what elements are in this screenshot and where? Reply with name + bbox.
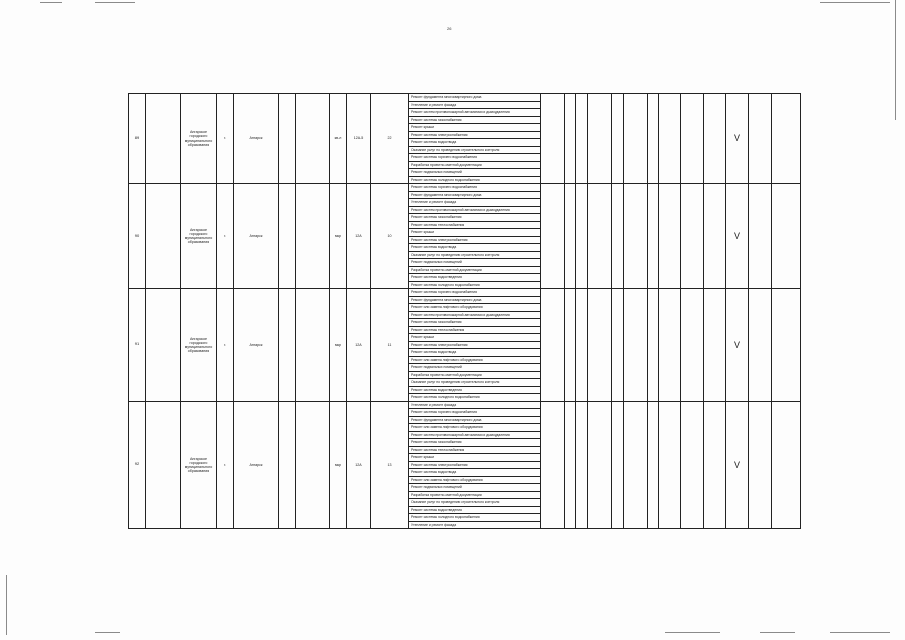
record-empty-cell bbox=[576, 401, 588, 529]
work-item: Ремонт или замена лифтового оборудования bbox=[409, 424, 541, 432]
record-municipality: Ангарское городского муниципального образования bbox=[181, 401, 217, 529]
work-item: Ремонт или замена лифтового оборудования bbox=[409, 356, 541, 364]
record-empty-cell bbox=[279, 184, 296, 289]
record-empty-cell bbox=[704, 94, 726, 184]
record-empty-cell bbox=[612, 401, 624, 529]
work-item: Ремонт системы водоотведения bbox=[409, 506, 541, 514]
record-empty-cell bbox=[541, 184, 565, 289]
record-street-type: мкр bbox=[330, 184, 347, 289]
record-empty-cell bbox=[146, 289, 181, 402]
work-item: Разработка проектно-сметной документации bbox=[409, 371, 541, 379]
record-mark: V bbox=[726, 184, 749, 289]
work-item: Ремонт системы холодного водоснабжения bbox=[409, 394, 541, 402]
work-item: Ремонт систем противопожарной автоматики и дымоудаления bbox=[409, 109, 541, 117]
scan-edge-mark bbox=[95, 632, 120, 633]
record-empty-cell bbox=[146, 184, 181, 289]
record-empty-cell bbox=[279, 94, 296, 184]
work-item: Ремонт системы газоснабжения bbox=[409, 116, 541, 124]
work-item: Разработка проектно-сметной документации bbox=[409, 161, 541, 169]
work-item: Ремонт фундамента многоквартирного дома bbox=[409, 296, 541, 304]
scan-edge-mark bbox=[820, 2, 890, 3]
record-empty-cell bbox=[565, 184, 576, 289]
work-item: Ремонт системы водоотведения bbox=[409, 274, 541, 282]
work-item: Ремонт подвальных помещений bbox=[409, 484, 541, 492]
scan-edge-mark bbox=[665, 632, 720, 633]
record-empty-cell bbox=[749, 184, 772, 289]
work-item: Ремонт фундамента многоквартирного дома bbox=[409, 191, 541, 199]
record-empty-cell bbox=[772, 289, 801, 402]
work-item: Ремонт системы водоотведения bbox=[409, 386, 541, 394]
record-empty-cell bbox=[612, 289, 624, 402]
record-empty-cell bbox=[565, 401, 576, 529]
work-item: Ремонт системы холодного водоснабжения bbox=[409, 176, 541, 184]
record-number: 92 bbox=[129, 401, 146, 529]
record-empty-cell bbox=[624, 184, 648, 289]
record-empty-cell bbox=[772, 184, 801, 289]
record-house-number: 22 bbox=[371, 94, 409, 184]
work-item: Ремонт системы газоснабжения bbox=[409, 214, 541, 222]
work-item: Ремонт системы электроснабжения bbox=[409, 236, 541, 244]
work-item: Ремонт системы горячего водоснабжения bbox=[409, 289, 541, 297]
record-house-code: 12А bbox=[347, 289, 371, 402]
record-empty-cell bbox=[296, 401, 330, 529]
record-empty-cell bbox=[565, 289, 576, 402]
work-item: Ремонт системы водоотвода bbox=[409, 349, 541, 357]
work-item: Утепление и ремонт фасада bbox=[409, 199, 541, 207]
scan-edge-mark bbox=[760, 632, 795, 633]
work-item: Ремонт систем противопожарной автоматики и дымоудаления bbox=[409, 311, 541, 319]
work-item: Ремонт подвальных помещений bbox=[409, 169, 541, 177]
record-empty-cell bbox=[749, 289, 772, 402]
work-item: Ремонт системы холодного водоснабжения bbox=[409, 514, 541, 522]
work-item: Ремонт подвальных помещений bbox=[409, 364, 541, 372]
work-item: Разработка проектно-сметной документации bbox=[409, 266, 541, 274]
record-empty-cell bbox=[749, 401, 772, 529]
table-row bbox=[129, 184, 801, 192]
record-empty-cell bbox=[588, 184, 612, 289]
table-row bbox=[129, 289, 801, 297]
work-item: Ремонт системы теплоснабжения bbox=[409, 446, 541, 454]
record-empty-cell bbox=[659, 184, 681, 289]
work-item: Ремонт крыши bbox=[409, 124, 541, 132]
scan-edge-mark bbox=[6, 575, 7, 635]
record-empty-cell bbox=[681, 94, 704, 184]
record-empty-cell bbox=[681, 401, 704, 529]
record-empty-cell bbox=[146, 401, 181, 529]
record-house-code: 12А-5 bbox=[347, 94, 371, 184]
record-street-type: мкр bbox=[330, 401, 347, 529]
work-item: Утепление и ремонт фасада bbox=[409, 401, 541, 409]
work-item: Утепление и ремонт фасада bbox=[409, 101, 541, 109]
record-municipality: Ангарское городского муниципального образования bbox=[181, 94, 217, 184]
record-house-code: 12А bbox=[347, 184, 371, 289]
record-house-code: 12А bbox=[347, 401, 371, 529]
record-empty-cell bbox=[648, 289, 659, 402]
work-item: Ремонт системы электроснабжения bbox=[409, 131, 541, 139]
record-street-type: мкр bbox=[330, 289, 347, 402]
record-empty-cell bbox=[541, 401, 565, 529]
record-empty-cell bbox=[648, 94, 659, 184]
work-item: Ремонт системы газоснабжения bbox=[409, 319, 541, 327]
work-item: Ремонт системы горячего водоснабжения bbox=[409, 184, 541, 192]
work-item: Ремонт фундамента многоквартирного дома bbox=[409, 94, 541, 102]
record-empty-cell bbox=[681, 184, 704, 289]
record-empty-cell bbox=[659, 289, 681, 402]
record-empty-cell bbox=[576, 184, 588, 289]
record-settlement-type: г. bbox=[217, 289, 234, 402]
record-municipality: Ангарское городского муниципального образования bbox=[181, 289, 217, 402]
capital-repair-table bbox=[128, 93, 801, 529]
work-item: Ремонт системы горячего водоснабжения bbox=[409, 409, 541, 417]
record-empty-cell bbox=[749, 94, 772, 184]
record-empty-cell bbox=[624, 401, 648, 529]
record-empty-cell bbox=[612, 184, 624, 289]
work-item: Ремонт фундамента многоквартирного дома bbox=[409, 416, 541, 424]
record-empty-cell bbox=[704, 184, 726, 289]
record-street-type: кв-л bbox=[330, 94, 347, 184]
work-item: Ремонт крыши bbox=[409, 334, 541, 342]
work-item: Ремонт крыши bbox=[409, 229, 541, 237]
record-empty-cell bbox=[704, 401, 726, 529]
work-item: Ремонт систем противопожарной автоматики и дымоудаления bbox=[409, 206, 541, 214]
record-empty-cell bbox=[565, 94, 576, 184]
work-item: Ремонт или замена лифтового оборудования bbox=[409, 476, 541, 484]
record-empty-cell bbox=[279, 289, 296, 402]
record-empty-cell bbox=[648, 184, 659, 289]
work-item: Утепление и ремонт фасада bbox=[409, 521, 541, 529]
record-empty-cell bbox=[772, 401, 801, 529]
work-item: Ремонт или замена лифтового оборудования bbox=[409, 304, 541, 312]
work-item: Оказание услуг по проведению строительного контроля bbox=[409, 251, 541, 259]
record-settlement-name: Ангарск bbox=[234, 289, 279, 402]
work-item: Ремонт системы горячего водоснабжения bbox=[409, 154, 541, 162]
record-settlement-type: г. bbox=[217, 94, 234, 184]
record-mark: V bbox=[726, 289, 749, 402]
record-settlement-type: г. bbox=[217, 184, 234, 289]
work-item: Ремонт системы водоотвода bbox=[409, 244, 541, 252]
work-item: Ремонт системы газоснабжения bbox=[409, 439, 541, 447]
record-empty-cell bbox=[648, 401, 659, 529]
record-number: 91 bbox=[129, 289, 146, 402]
work-item: Ремонт системы теплоснабжения bbox=[409, 326, 541, 334]
record-empty-cell bbox=[772, 94, 801, 184]
record-municipality: Ангарское городского муниципального образования bbox=[181, 184, 217, 289]
scan-edge-mark bbox=[895, 0, 896, 120]
work-item: Ремонт системы теплоснабжения bbox=[409, 221, 541, 229]
record-house-number: 13 bbox=[371, 401, 409, 529]
record-empty-cell bbox=[279, 401, 296, 529]
record-mark: V bbox=[726, 401, 749, 529]
page-number: 26 bbox=[447, 26, 452, 31]
record-settlement-name: Ангарск bbox=[234, 184, 279, 289]
record-empty-cell bbox=[588, 94, 612, 184]
record-settlement-type: г. bbox=[217, 401, 234, 529]
work-item: Ремонт системы электроснабжения bbox=[409, 341, 541, 349]
record-empty-cell bbox=[681, 289, 704, 402]
record-empty-cell bbox=[659, 94, 681, 184]
record-empty-cell bbox=[624, 94, 648, 184]
record-house-number: 10 bbox=[371, 184, 409, 289]
record-number: 90 bbox=[129, 184, 146, 289]
record-house-number: 11 bbox=[371, 289, 409, 402]
record-number: 89 bbox=[129, 94, 146, 184]
record-empty-cell bbox=[296, 94, 330, 184]
work-item: Оказание услуг по проведению строительного контроля bbox=[409, 146, 541, 154]
scan-edge-mark bbox=[830, 632, 890, 633]
record-settlement-name: Ангарск bbox=[234, 401, 279, 529]
work-item: Ремонт системы электроснабжения bbox=[409, 461, 541, 469]
work-item: Оказание услуг по проведению строительного контроля bbox=[409, 499, 541, 507]
work-item: Ремонт системы холодного водоснабжения bbox=[409, 281, 541, 289]
record-empty-cell bbox=[296, 184, 330, 289]
record-empty-cell bbox=[588, 401, 612, 529]
record-empty-cell bbox=[624, 289, 648, 402]
record-empty-cell bbox=[541, 94, 565, 184]
work-item: Ремонт системы водоотвода bbox=[409, 139, 541, 147]
work-item: Ремонт систем противопожарной автоматики и дымоудаления bbox=[409, 431, 541, 439]
record-empty-cell bbox=[296, 289, 330, 402]
record-empty-cell bbox=[541, 289, 565, 402]
table-row bbox=[129, 401, 801, 409]
record-settlement-name: Ангарск bbox=[234, 94, 279, 184]
record-empty-cell bbox=[588, 289, 612, 402]
work-item: Разработка проектно-сметной документации bbox=[409, 491, 541, 499]
record-empty-cell bbox=[576, 94, 588, 184]
work-item: Ремонт системы водоотвода bbox=[409, 469, 541, 477]
record-empty-cell bbox=[612, 94, 624, 184]
work-item: Ремонт подвальных помещений bbox=[409, 259, 541, 267]
record-mark: V bbox=[726, 94, 749, 184]
record-empty-cell bbox=[659, 401, 681, 529]
record-empty-cell bbox=[704, 289, 726, 402]
record-empty-cell bbox=[146, 94, 181, 184]
scan-edge-mark bbox=[95, 2, 135, 3]
table-row bbox=[129, 94, 801, 102]
work-item: Ремонт крыши bbox=[409, 454, 541, 462]
work-item: Оказание услуг по проведению строительного контроля bbox=[409, 379, 541, 387]
scan-edge-mark bbox=[40, 2, 62, 3]
record-empty-cell bbox=[576, 289, 588, 402]
